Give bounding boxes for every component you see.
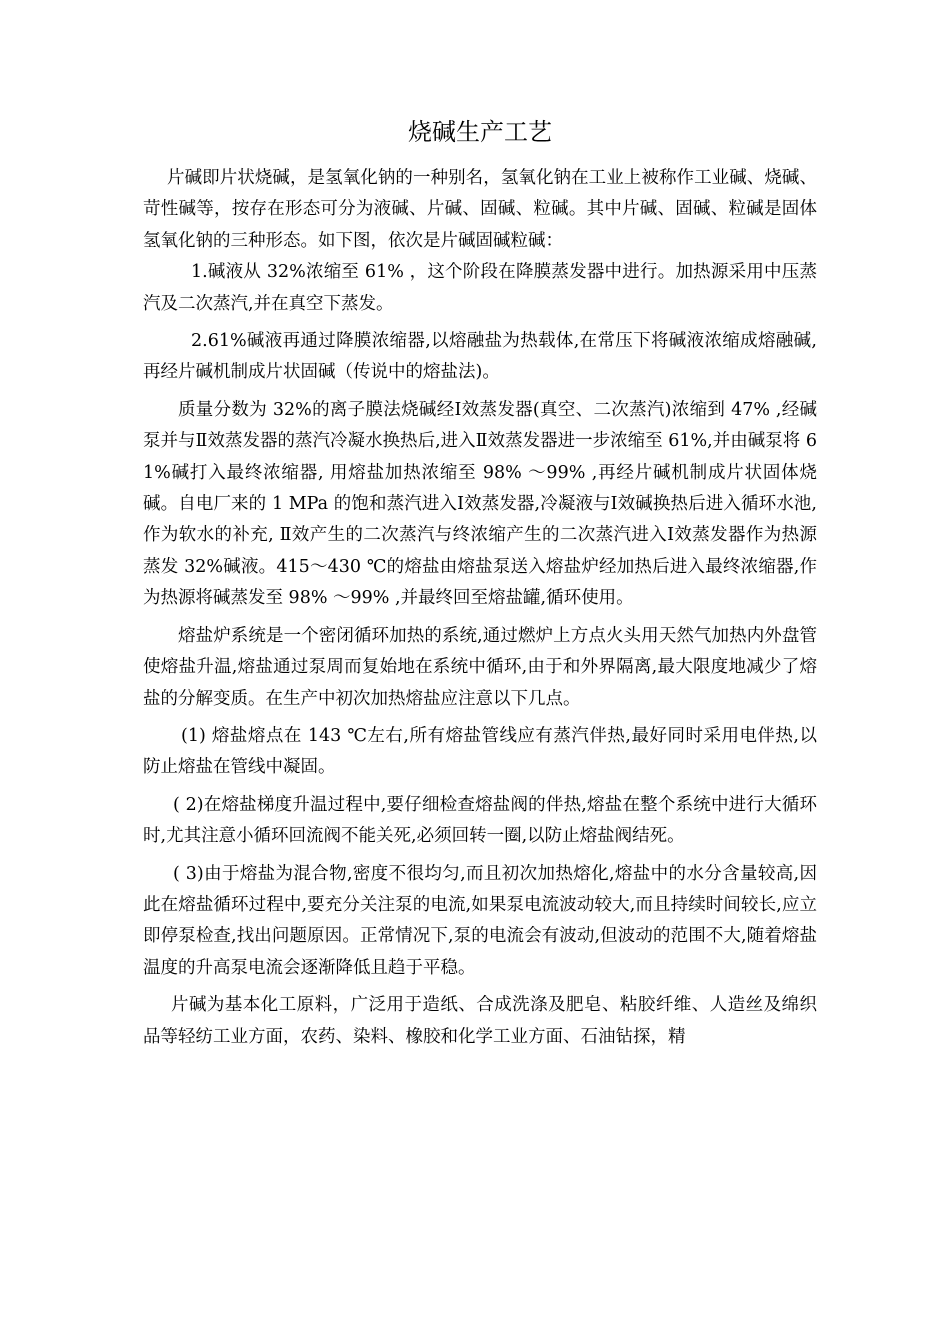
paragraph-applications: 片碱为基本化工原料，广泛用于造纸、合成洗涤及肥皂、粘胶纤维、人造丝及绵织品等轻纺工业方面，农药、染料、橡胶和化学工业方面、石油钻探，精 — [143, 995, 817, 1047]
paragraph-salt-furnace: 熔盐炉系统是一个密闭循环加热的系统,通过燃炉上方点火头用天然气加热内外盘管使熔盐升温,熔盐通过泵周而复始地在系统中循环,由于和外界隔离,最大限度地减少了熔盐的分解变质。在生产中初次加热熔盐应注意以下几点。 — [143, 625, 817, 709]
paragraph-process: 质量分数为 32%的离子膜法烧碱经Ⅰ效蒸发器(真空、二次蒸汽)浓缩到 47% ,经碱泵并与Ⅱ效蒸发器的蒸汽冷凝水换热后,进入Ⅱ效蒸发器进一步浓缩至 61%,并由碱泵将 61%碱打入最终浓缩器, 用熔盐加热浓缩至 98% ～99% ,再经片碱机制成片状固体烧碱。自电厂来的 1 MPa 的饱和蒸汽进入Ⅰ效蒸发器,冷凝液与Ⅰ效碱换热后进入循环水池,作为软水的补充, Ⅱ效产生的二次蒸汽与终浓缩产生的二次蒸汽进入Ⅰ效蒸发器作为热源蒸发 32%碱液。415～430 ℃的熔盐由熔盐泵送入熔盐炉经加热后进入最终浓缩器,作为热源将碱蒸发至 98% ～99% ,并最终回至熔盐罐,循环使用。 — [143, 399, 817, 609]
paragraph-step-1: 1.碱液从 32%浓缩至 61% ，这个阶段在降膜蒸发器中进行。加热源采用中压蒸汽及二次蒸汽,并在真空下蒸发。 — [143, 262, 817, 314]
paragraph-step-2: 2.61%碱液再通过降膜浓缩器,以熔融盐为热载体,在常压下将碱液浓缩成熔融碱,再经片碱机制成片状固碱（传说中的熔盐法)。 — [143, 331, 817, 383]
paragraph-note-1: (1) 熔盐熔点在 143 ℃左右,所有熔盐管线应有蒸汽伴热,最好同时采用电伴热,以防止熔盐在管线中凝固。 — [143, 725, 817, 778]
document-title: 烧碱生产工艺 — [408, 118, 552, 146]
paragraph-note-3: ( 3)由于熔盐为混合物,密度不很均匀,而且初次加热熔化,熔盐中的水分含量较高,因此在熔盐循环过程中,要充分关注泵的电流,如果泵电流波动较大,而且持续时间较长,应立即停泵检查,找出问题原因。正常情况下,泵的电流会有波动,但波动的范围不大,随着熔盐温度的升高泵电流会逐渐降低且趋于平稳。 — [143, 863, 817, 978]
paragraph-note-2: ( 2)在熔盐梯度升温过程中,要仔细检查熔盐阀的伴热,熔盐在整个系统中进行大循环时,尤其注意小循环回流阀不能关死,必须回转一圈,以防止熔盐阀结死。 — [143, 794, 817, 847]
paragraph-intro: 片碱即片状烧碱，是氢氧化钠的一种别名，氢氧化钠在工业上被称作工业碱、烧碱、苛性碱等，按存在形态可分为液碱、片碱、固碱、粒碱。其中片碱、固碱、粒碱是固体氢氧化钠的三种形态。如下图，依次是片碱固碱粒碱： — [143, 168, 817, 251]
